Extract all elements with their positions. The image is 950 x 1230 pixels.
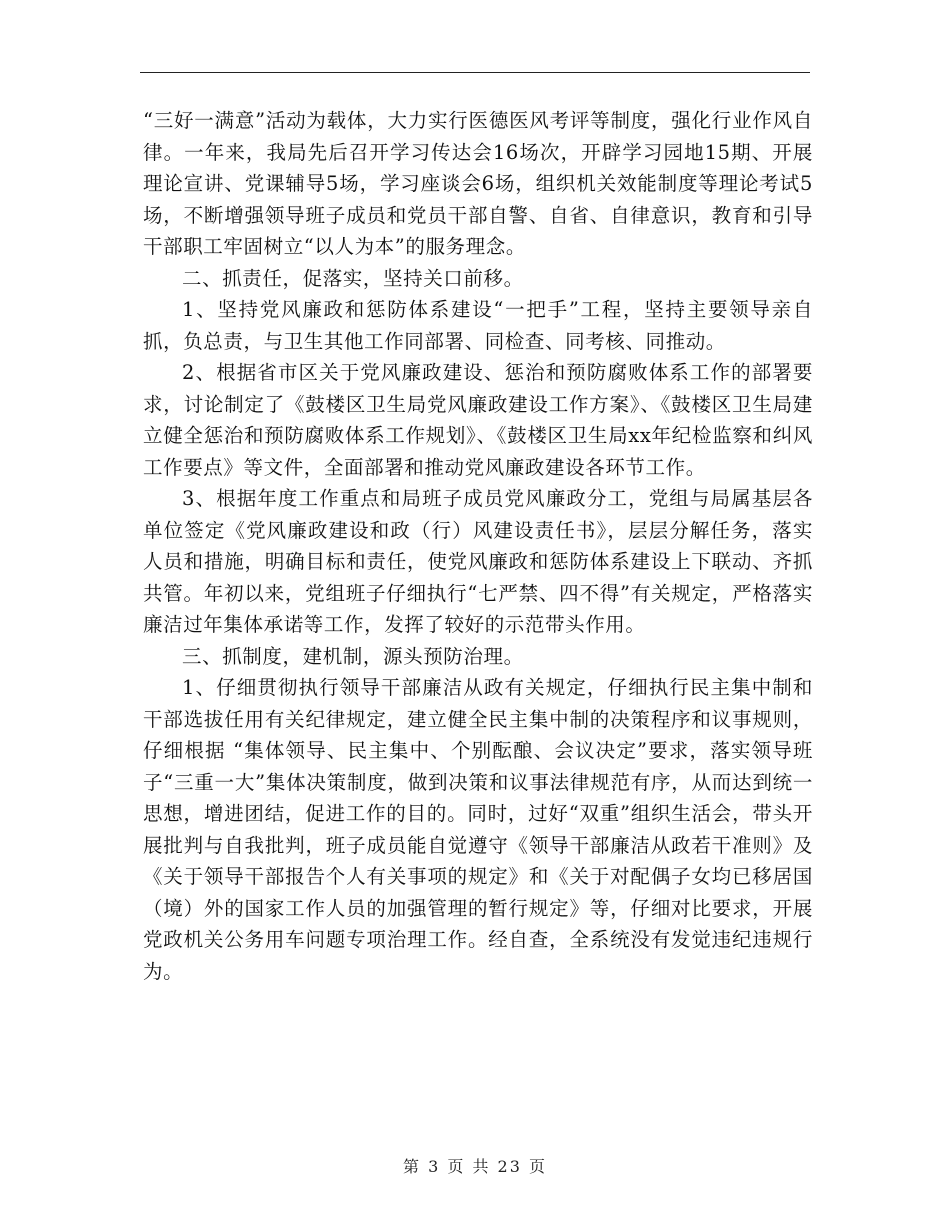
section-heading: 三、抓制度，建机制，源头预防治理。: [182, 644, 524, 668]
paragraph: “三好一满意”活动为载体，大力实行医德医风考评等制度，强化行业作风自律。一年来，我局先后召开学习传达会16场次，开辟学习园地15期、开展理论宣讲、党课辅导5场，学习座谈会6场，组织机关效能制度等理论考试5场，不断增强领导班子成员和党员干部自警、自省、自律意识，教育和引导干部职工牢固树立“以人为本”的服务理念。: [143, 109, 813, 258]
document-body: [143, 105, 813, 987]
paragraph: 3、根据年度工作重点和局班子成员党风廉政分工，党组与局属基层各单位签定《党风廉政建设和政（行）风建设责任书》，层层分解任务，落实人员和措施，明确目标和责任，使党风廉政和惩防体系建设上下联动、齐抓共管。年初以来，党组班子仔细执行“七严禁、四不得”有关规定，严格落实廉洁过年集体承诺等工作，发挥了较好的示范带头作用。: [143, 487, 813, 636]
paragraph: 1、仔细贯彻执行领导干部廉洁从政有关规定，仔细执行民主集中制和干部选拔任用有关纪律规定，建立健全民主集中制的决策程序和议事规则，仔细根据 “集体领导、民主集中、个别酝酿、会议决定”要求，落实领导班子“三重一大”集体决策制度，做到决策和议事法律规范有序，从而达到统一思想，增进团结，促进工作的目的。同时，过好“双重”组织生活会，带头开展批判与自我批判，班子成员能自觉遵守《领导干部廉洁从政若干准则》及《关于领导干部报告个人有关事项的规定》和《关于对配偶子女均已移居国（境）外的国家工作人员的加强管理的暂行规定》等，仔细对比要求，开展党政机关公务用车问题专项治理工作。经自查，全系统没有发觉违纪违规行为。: [143, 676, 813, 983]
header-rule: [140, 72, 810, 73]
paragraph: 1、坚持党风廉政和惩防体系建设“一把手”工程，坚持主要领导亲自抓，负总责，与卫生其他工作同部署、同检查、同考核、同推动。: [143, 298, 813, 353]
section-heading: 二、抓责任，促落实，坚持关口前移。: [182, 266, 524, 290]
paragraph: 2、根据省市区关于党风廉政建设、惩治和预防腐败体系工作的部署要求，讨论制定了《鼓楼区卫生局党风廉政建设工作方案》、《鼓楼区卫生局建立健全惩治和预防腐败体系工作规划》、《鼓楼区卫生局xx年纪检监察和纠风工作要点》等文件，全面部署和推动党风廉政建设各环节工作。: [143, 361, 813, 479]
page-number-footer: 第 3 页 共 23 页: [403, 1157, 547, 1176]
